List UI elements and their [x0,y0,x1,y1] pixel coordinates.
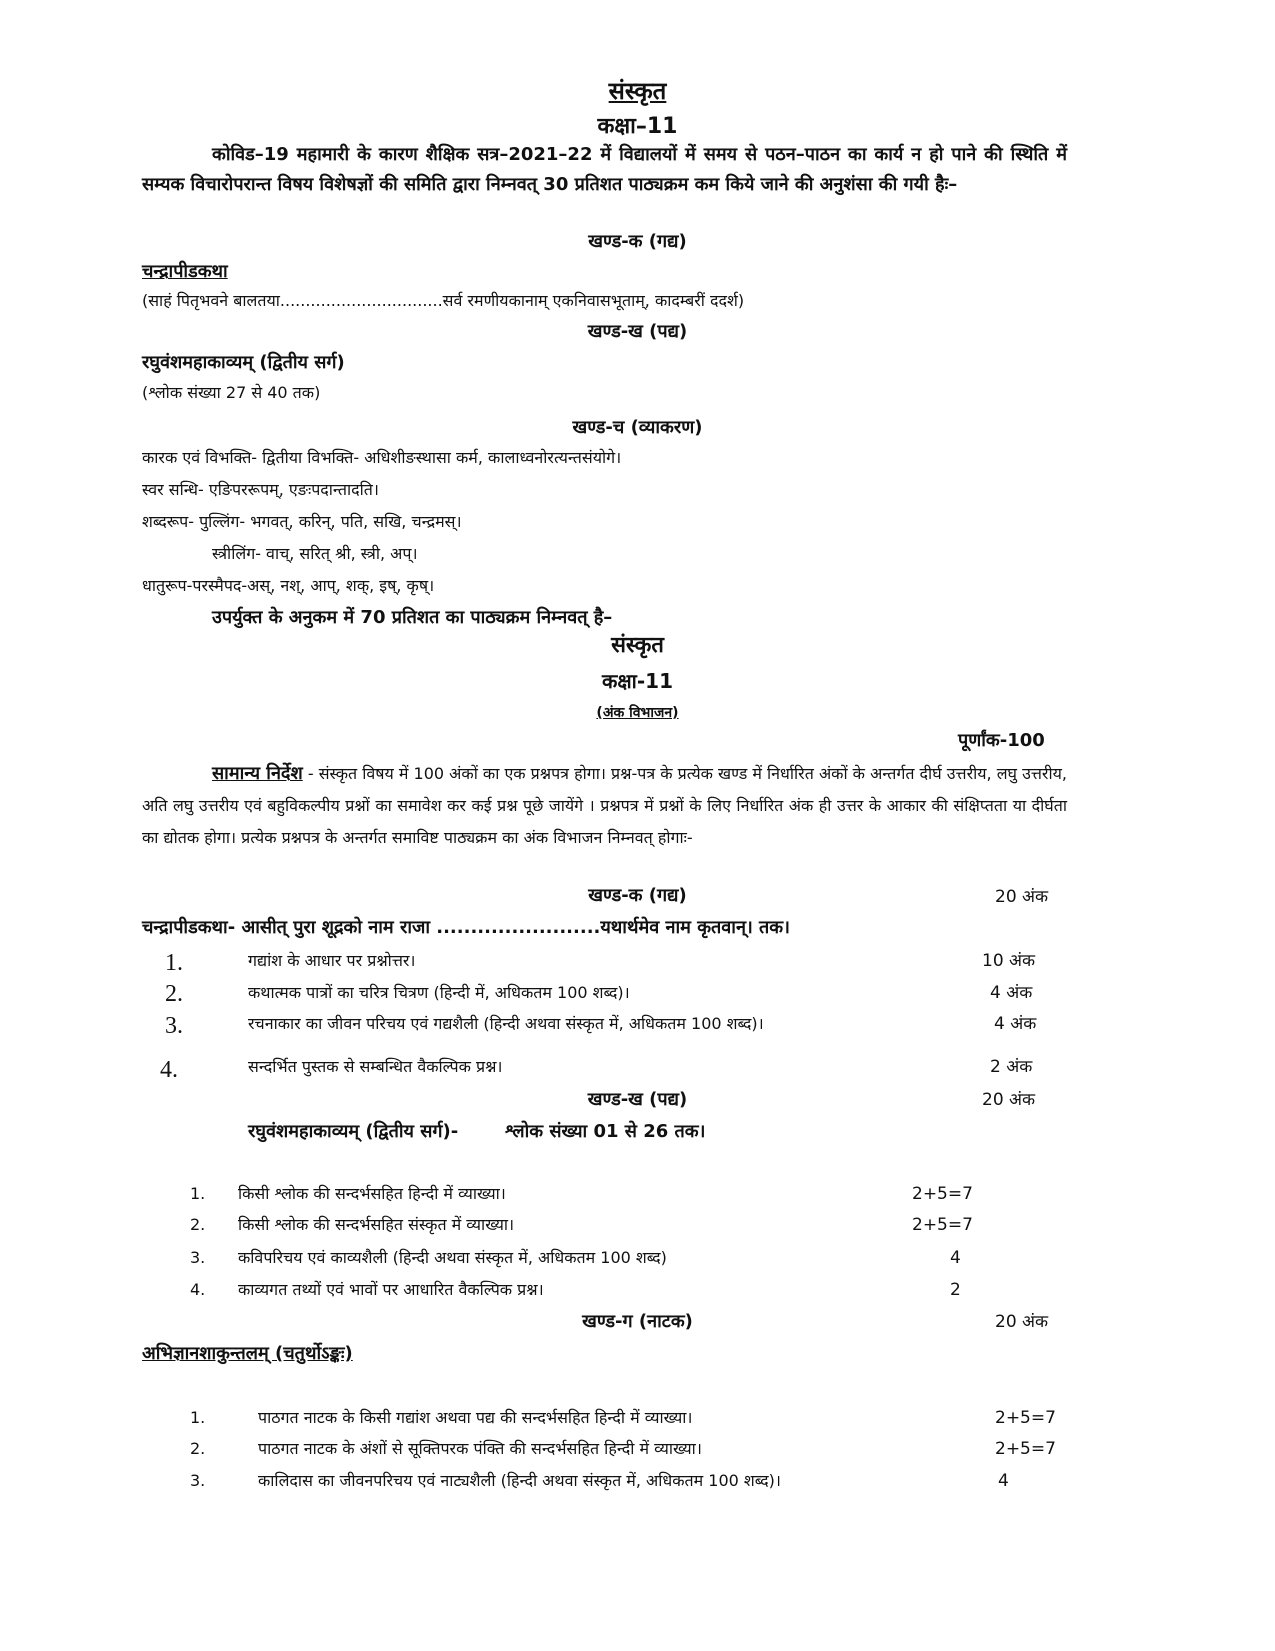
sec-ga-item-marks: 2+5=7 [995,1439,1056,1459]
marks-division: (अंक विभाजन) [596,705,679,721]
sec-ga-item-marks: 4 [998,1471,1009,1491]
sec-ga-item-text: पाठगत नाटक के अंशों से सूक्तिपरक पंक्ति की सन्दर्भसहित हिन्दी में व्याख्या। [258,1439,702,1458]
sec-ka-heading: खण्ड-क (गद्य) [588,885,687,906]
sec-kha-item-num: 1. [190,1184,206,1203]
sec-kha-title: रघुवंशमहाकाव्यम् (द्वितीय सर्ग)- [248,1121,459,1142]
sec-ka-item-marks: 10 अंक [982,951,1036,971]
grammar-line-sandhi: स्वर सन्धि- एङिपररूपम्, एङःपदान्तादति। [142,480,379,499]
sec-kha-title-range: श्लोक संख्या 01 से 26 तक। [505,1121,706,1142]
sec-kha-item-marks: 4 [950,1248,961,1268]
sec-ka-item-marks: 2 अंक [990,1057,1033,1077]
reduced-kha-text: (श्लोक संख्या 27 से 40 तक) [142,383,321,402]
sec-ga-item-num: 3. [190,1471,206,1490]
sec-kha-item-text: काव्यगत तथ्यों एवं भावों पर आधारित वैकल्पिक प्रश्न। [238,1280,544,1299]
reduced-kha-title: रघुवंशमहाकाव्यम् (द्वितीय सर्ग) [142,352,345,373]
sec-ga-item-text: कालिदास का जीवनपरिचय एवं नाट्यशैली (हिन्दी अथवा संस्कृत में, अधिकतम 100 शब्द)। [258,1471,781,1490]
sec-ka-item-text: सन्दर्भित पुस्तक से सम्बन्धित वैकल्पिक प्रश्न। [248,1057,503,1076]
page-title: संस्कृत [608,77,667,105]
sec-ka-item-text: कथात्मक पात्रों का चरित्र चित्रण (हिन्दी में, अधिकतम 100 शब्द)। [248,983,630,1002]
sec-kha-item-text: किसी श्लोक की सन्दर्भसहित हिन्दी में व्याख्या। [238,1184,506,1203]
transition-line: उपर्युक्त के अनुकम में 70 प्रतिशत का पाठ्यक्रम निम्नवत् है– [212,607,613,628]
reduced-ka-heading: खण्ड-क (गद्य) [588,231,687,252]
grammar-line-strilinga: स्त्रीलिंग- वाच्, सरित् श्री, स्त्री, अप्। [212,544,418,563]
reduced-kha-heading: खण्ड-ख (पद्य) [587,321,688,342]
reduced-ka-title: चन्द्रापीडकथा [142,261,228,282]
sec-ka-marks: 20 अंक [995,887,1049,907]
grammar-line-karaka: कारक एवं विभक्ति- द्वितीया विभक्ति- अधिशीङस्थासा कर्म, कालाध्वनोरत्यन्तसंयोगे। [142,448,622,467]
sec-kha-item-num: 3. [190,1248,206,1267]
page-title-2: संस्कृत [611,633,664,658]
sec-ga-title: अभिज्ञानशाकुन्तलम् (चतुर्थोऽङ्कः) [142,1343,353,1364]
sec-kha-marks: 20 अंक [982,1090,1036,1110]
sec-kha-item-num: 4. [190,1280,206,1299]
sec-ga-item-num: 1. [190,1408,206,1427]
reduced-cha-heading: खण्ड-च (व्याकरण) [572,417,703,438]
full-marks: पूर्णांक-100 [958,730,1045,751]
sec-kha-item-text: कविपरिचय एवं काव्यशैली (हिन्दी अथवा संस्कृत में, अधिकतम 100 शब्द) [238,1248,667,1267]
sec-kha-heading: खण्ड-ख (पद्य) [587,1089,688,1110]
sec-ka-item-num: 1. [165,950,183,976]
sec-ga-heading: खण्ड-ग (नाटक) [582,1311,693,1332]
class-label-2: कक्षा-11 [601,669,673,693]
sec-ka-title: चन्द्रापीडकथा- आसीत् पुरा शूद्रको नाम राजा ........................यथार्थमेव नाम कृतवान्। तक। [142,917,790,938]
sec-kha-item-marks: 2 [950,1280,961,1300]
sec-kha-item-text: किसी श्लोक की सन्दर्भसहित संस्कृत में व्याख्या। [238,1215,515,1234]
sec-ga-item-text: पाठगत नाटक के किसी गद्यांश अथवा पद्य की सन्दर्भसहित हिन्दी में व्याख्या। [258,1408,693,1427]
general-instructions [142,758,1067,854]
sec-ka-item-marks: 4 अंक [994,1014,1037,1034]
general-instructions-label: सामान्य निर्देश [212,763,303,784]
sec-ga-item-marks: 2+5=7 [995,1408,1056,1428]
sec-kha-item-num: 2. [190,1215,206,1234]
sec-ka-item-num: 4. [160,1057,178,1083]
sec-ka-item-num: 2. [165,981,183,1007]
intro-paragraph: कोविड–19 महामारी के कारण शैक्षिक सत्र–2021–22 में विद्यालयों में समय से पठन–पाठन का कार्य न हो पाने की स्थिति में सम्यक विचारोपरान्त विषय विशेषज्ञों की समिति द्वारा निम्नवत् 30 प्रतिशत पाठ्यक्रम कम किये जाने की अनुशंसा की गयी हैः– [142,144,1067,195]
grammar-line-dhaturup: धातुरूप-परस्मैपद-अस्, नश्, आप्, शक्, इष्, कृष्। [142,576,435,595]
sec-ka-item-text: रचनाकार का जीवन परिचय एवं गद्यशैली (हिन्दी अथवा संस्कृत में, अधिकतम 100 शब्द)। [248,1014,764,1033]
sec-ka-item-text: गद्यांश के आधार पर प्रश्नोत्तर। [248,951,416,970]
grammar-line-shabdarup: शब्दरूप- पुल्लिंग- भगवत्, करिन्, पति, सखि, चन्द्रमस्। [142,512,462,531]
sec-ka-item-marks: 4 अंक [990,983,1033,1003]
general-instructions-text: - संस्कृत विषय में 100 अंकों का एक प्रश्नपत्र होगा। प्रश्न-पत्र के प्रत्येक खण्ड में निर्धारित अंकों के अन्तर्गत दीर्घ उत्तरीय, लघु उत्तरीय, अति लघु उत्तरीय एवं बहुविकल्पीय प्रश्नों का समावेश कर कई प्रश्न पूछे जायेंगे । प्रश्नपत्र में प्रश्नों के लिए निर्धारित अंक ही उत्तर के आकार की संक्षिप्तता या दीर्घता का द्योतक होगा। प्रत्येक प्रश्नपत्र के अन्तर्गत समाविष्ट पाठ्यक्रम का अंक विभाजन निम्नवत् होगाः- [142,764,1067,847]
sec-kha-item-marks: 2+5=7 [912,1215,973,1235]
sec-ka-item-num: 3. [165,1013,183,1039]
class-label: कक्षा–11 [597,114,678,139]
sec-kha-item-marks: 2+5=7 [912,1184,973,1204]
sec-ga-item-num: 2. [190,1439,206,1458]
reduced-ka-text: (साहं पितृभवने बालतया................................सर्व रमणीयकानाम् एकनिवासभूताम्, कादम्बरीं ददर्श) [142,291,745,310]
sec-ga-marks: 20 अंक [995,1312,1049,1332]
